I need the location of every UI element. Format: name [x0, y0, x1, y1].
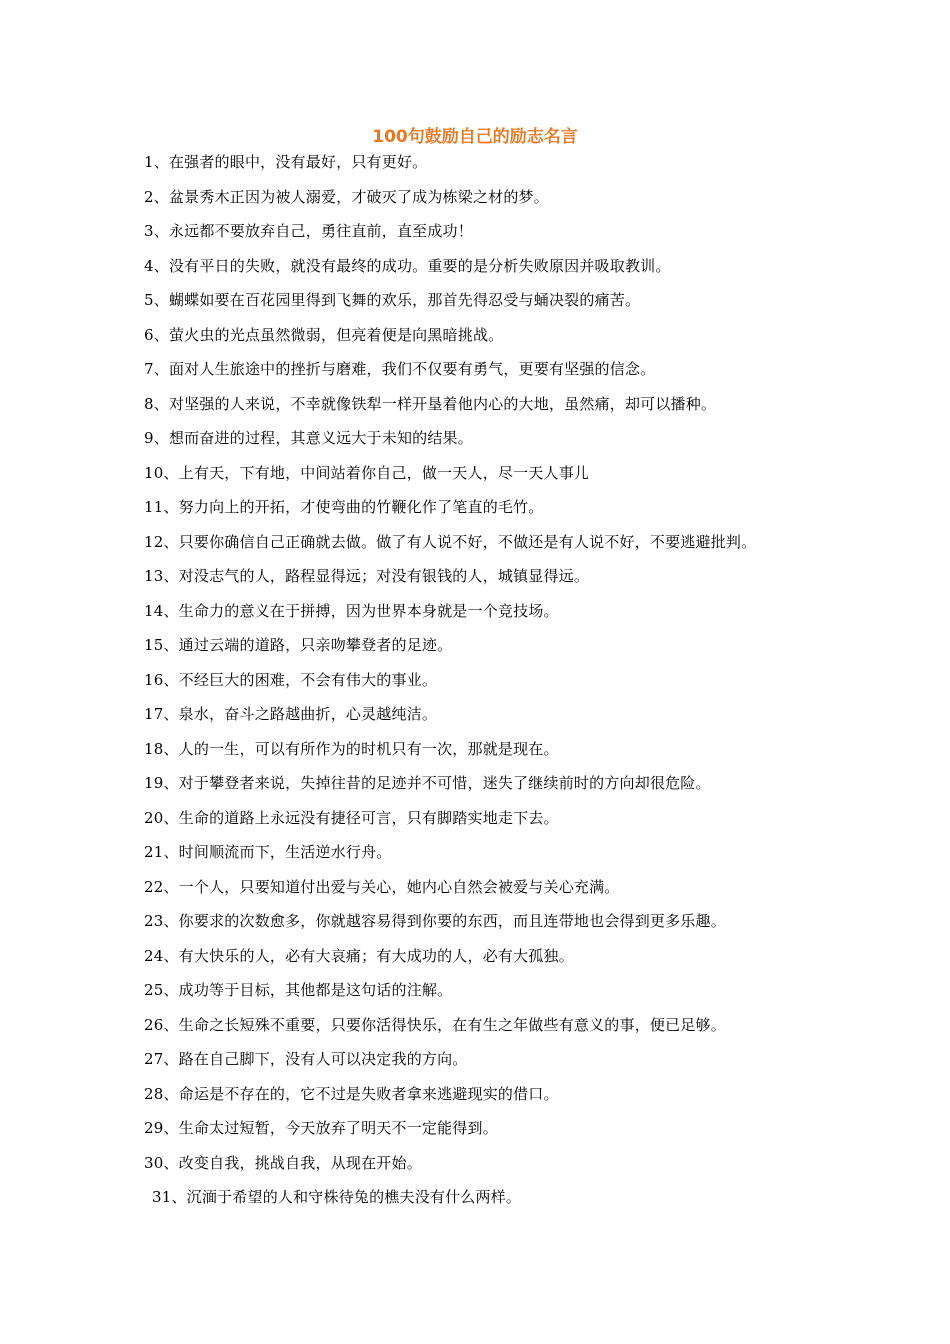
list-item: 16、不经巨大的困难，不会有伟大的事业。: [144, 670, 438, 689]
list-item: 5、蝴蝶如要在百花园里得到飞舞的欢乐，那首先得忍受与蛹决裂的痛苦。: [144, 291, 641, 309]
list-item: 19、对于攀登者来说，失掉往昔的足迹并不可惜，迷失了继续前时的方向却很危险。: [144, 774, 711, 792]
list-item: 26、生命之长短殊不重要，只要你活得快乐，在有生之年做些有意义的事，便已足够。: [144, 1015, 726, 1034]
list-item: 20、生命的道路上永远没有捷径可言，只有脚踏实地走下去。: [144, 808, 559, 827]
list-item: 6、萤火虫的光点虽然微弱，但亮着便是向黑暗挑战。: [144, 325, 504, 344]
list-item: 7、面对人生旅途中的挫折与磨难，我们不仅要有勇气，更要有坚强的信念。: [144, 360, 656, 378]
list-item: 1、在强者的眼中，没有最好，只有更好。: [144, 153, 428, 171]
list-item: 31、沉湎于希望的人和守株待兔的樵夫没有什么两样。: [152, 1188, 522, 1206]
quote-list: [144, 150, 844, 1220]
list-item: 8、对坚强的人来说，不幸就像铁犁一样开垦着他内心的大地，虽然痛，却可以播种。: [144, 394, 717, 413]
list-item: 14、生命力的意义在于拼搏，因为世界本身就是一个竞技场。: [144, 601, 559, 620]
list-item: 12、只要你确信自己正确就去做。做了有人说不好，不做还是有人说不好，不要逃避批判。: [144, 532, 757, 551]
list-item: 3、永远都不要放弃自己，勇往直前，直至成功！: [144, 222, 473, 240]
list-item: 10、上有天，下有地，中间站着你自己，做一天人，尽一天人事儿: [144, 463, 590, 482]
list-item: 23、你要求的次数愈多，你就越容易得到你要的东西，而且连带地也会得到更多乐趣。: [144, 912, 726, 930]
list-item: 18、人的一生，可以有所作为的时机只有一次，那就是现在。: [144, 739, 559, 758]
list-item: 9、想而奋进的过程，其意义远大于未知的结果。: [144, 429, 473, 447]
list-item: 11、努力向上的开拓，才使弯曲的竹鞭化作了笔直的毛竹。: [144, 498, 544, 516]
list-item: 30、改变自我，挑战自我，从现在开始。: [144, 1153, 422, 1172]
list-item: 13、对没志气的人，路程显得远；对没有银钱的人，城镇显得远。: [144, 567, 590, 585]
list-item: 22、一个人，只要知道付出爱与关心，她内心自然会被爱与关心充满。: [144, 877, 620, 896]
page-title: 100句鼓励自己的励志名言: [372, 127, 578, 147]
list-item: 28、命运是不存在的，它不过是失败者拿来逃避现实的借口。: [144, 1084, 559, 1103]
list-item: 29、生命太过短暂，今天放弃了明天不一定能得到。: [144, 1119, 498, 1137]
list-item: 17、泉水，奋斗之路越曲折，心灵越纯洁。: [144, 705, 438, 723]
list-item: 24、有大快乐的人，必有大哀痛；有大成功的人，必有大孤独。: [144, 946, 574, 965]
list-item: 4、没有平日的失败，就没有最终的成功。重要的是分析失败原因并吸取教训。: [144, 256, 671, 275]
list-item: 15、通过云端的道路，只亲吻攀登者的足迹。: [144, 636, 453, 654]
list-item: 2、盆景秀木正因为被人溺爱，才破灭了成为栋梁之材的梦。: [144, 187, 549, 206]
list-item: 25、成功等于目标，其他都是这句话的注解。: [144, 981, 453, 999]
list-item: 27、路在自己脚下，没有人可以决定我的方向。: [144, 1050, 468, 1068]
list-item: 21、时间顺流而下，生活逆水行舟。: [144, 843, 392, 861]
